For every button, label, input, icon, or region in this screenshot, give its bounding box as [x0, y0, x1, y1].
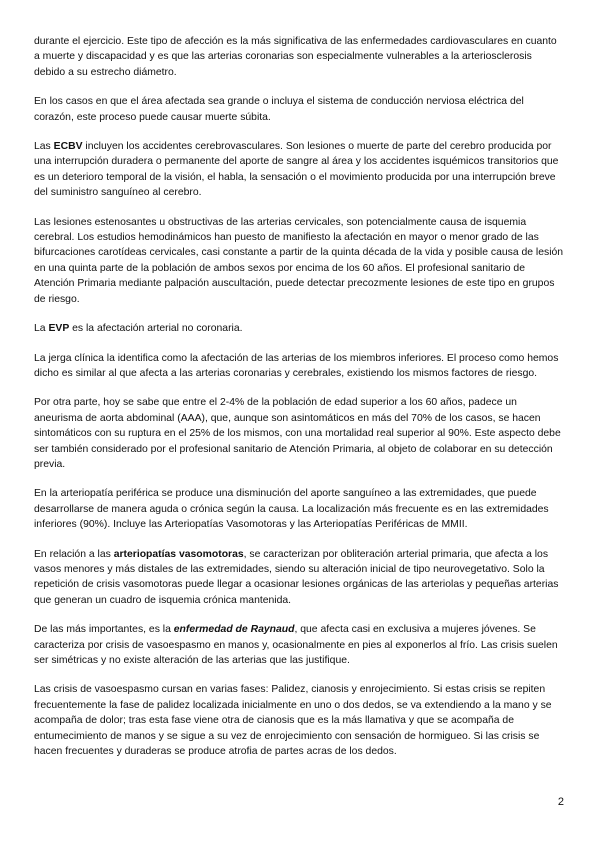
paragraph-sudden-death: En los casos en que el área afectada sea grande o incluya el sistema de conducción nerviosa eléctrica del corazón, este proceso puede causar muerte súbita.	[34, 96, 524, 123]
paragraph-raynaud	[34, 622, 564, 668]
paragraph-cervical-arteries: Las lesiones estenosantes u obstructivas de las arterias cervicales, son potencialmente causa de isquemia cerebral. Los estudios hemodinámicos han puesto de manifiesto la afectación en mayor o menor grado de las bifurcaciones carotídeas cervicales, casi constante a partir de la quinta década de la vida y posible causa de lesión en una quinta parte de la población de ambos sexos por encima de los 60 años. El profesional sanitario de Atención Primaria mediante palpación auscultación, puede detectar precozmente lesiones de este tipo en grupos de riesgo.	[34, 216, 564, 305]
paragraph-vasomotor	[34, 547, 564, 609]
ecbv-definition: incluyen los accidentes cerebrovasculares. Son lesiones o muerte de parte del cerebro producida por una interrupción duradera o permanente del aporte de sangre al área y los accidentes isquémicos transitorios que es un deterioro temporal de la visión, el habla, la sensación o el movimiento producida por una interrupción breve del suministro sanguíneo al cerebro.	[34, 141, 559, 199]
vasomotor-definition: , se caracterizan por obliteración arterial primaria, que afecta a los vasos menores y más distales de las extremidades, siendo su alteración inicial de tipo neurovegetativo. Solo la repetición de crisis vasomotoras puede llegar a ocasionar lesiones orgánicas de las arteriolas y pequeñas arterias que generan un cuadro de isquemia crónica mantenida.	[34, 548, 559, 606]
document-body	[34, 34, 564, 773]
vasomotor-term: arteriopatías vasomotoras	[113, 548, 244, 560]
paragraph-evp	[34, 321, 564, 336]
paragraph-exercise: durante el ejercicio. Este tipo de afección es la más significativa de las enfermedades cardiovasculares en cuanto a muerte y discapacidad y es que las arterias coronarias son especialmente vulnerables a la arteriosclerosis debido a su estrecho diámetro.	[34, 36, 557, 78]
ecbv-intro: Las	[34, 141, 54, 153]
raynaud-definition: , que afecta casi en exclusiva a mujeres jóvenes. Se caracteriza por crisis de vasoespasmo en manos y, ocasionalmente en pies al exponerlos al frío. Las crisis suelen ser simétricas y no existe alteración de las arterias que las justifique.	[34, 624, 558, 666]
paragraph-vasospasm-phases: Las crisis de vasoespasmo cursan en varias fases: Palidez, cianosis y enrojecimiento. Si estas crisis se repiten frecuentemente la fase de palidez localizada inicialmente en uno o dos dedos, se va extendiendo a la mano y se acompaña de dolor; tras esta fase viene otra de cianosis que es la más llamativa y que se acompaña de entumecimiento de manos y se sigue a su vez de enrojecimiento con sensación de hormigueo. Si las crisis se hacen frecuentes y duraderas se produce atrofia de partes acras de los dedos.	[34, 684, 552, 758]
page-number: 2	[557, 796, 564, 808]
paragraph-ecbv	[34, 139, 564, 201]
evp-definition: es la afectación arterial no coronaria.	[69, 323, 243, 335]
evp-term: EVP	[48, 323, 70, 335]
paragraph-aneurysm: Por otra parte, hoy se sabe que entre el 2-4% de la población de edad superior a los 60 años, padece un aneurisma de aorta abdominal (AAA), que, aunque son asintomáticos en más del 70% de los casos, se hacen sintomáticos con su ruptura en el 25% de los mismos, con una mortalidad real superior al 90%. Este aspecto debe ser también considerado por el profesional sanitario de Atención Primaria, al objeto de colaborar en su detección previa.	[34, 397, 561, 470]
raynaud-term: enfermedad de Raynaud	[173, 624, 295, 636]
paragraph-peripheral-arteriopathy: En la arteriopatía periférica se produce una disminución del aporte sanguíneo a las extremidades, que puede desarrollarse de manera aguda o crónica según la causa. La localización más frecuente es en las extremidades inferiores (90%). Incluye las Arteriopatías Vasomotoras y las Arteriopatías Periféricas de MMII.	[34, 488, 549, 531]
ecbv-term: ECBV	[53, 141, 83, 153]
paragraph-clinical-jargon: La jerga clínica la identifica como la afectación de las arterias de los miembros inferiores. El proceso como hemos dicho es similar al que afecta a las arterias coronarias y cerebrales, existiendo los mismos factores de riesgo.	[34, 352, 559, 379]
vasomotor-intro: En relación a las	[34, 548, 114, 560]
raynaud-intro: De las más importantes, es la	[34, 624, 174, 636]
evp-intro: La	[34, 323, 49, 335]
